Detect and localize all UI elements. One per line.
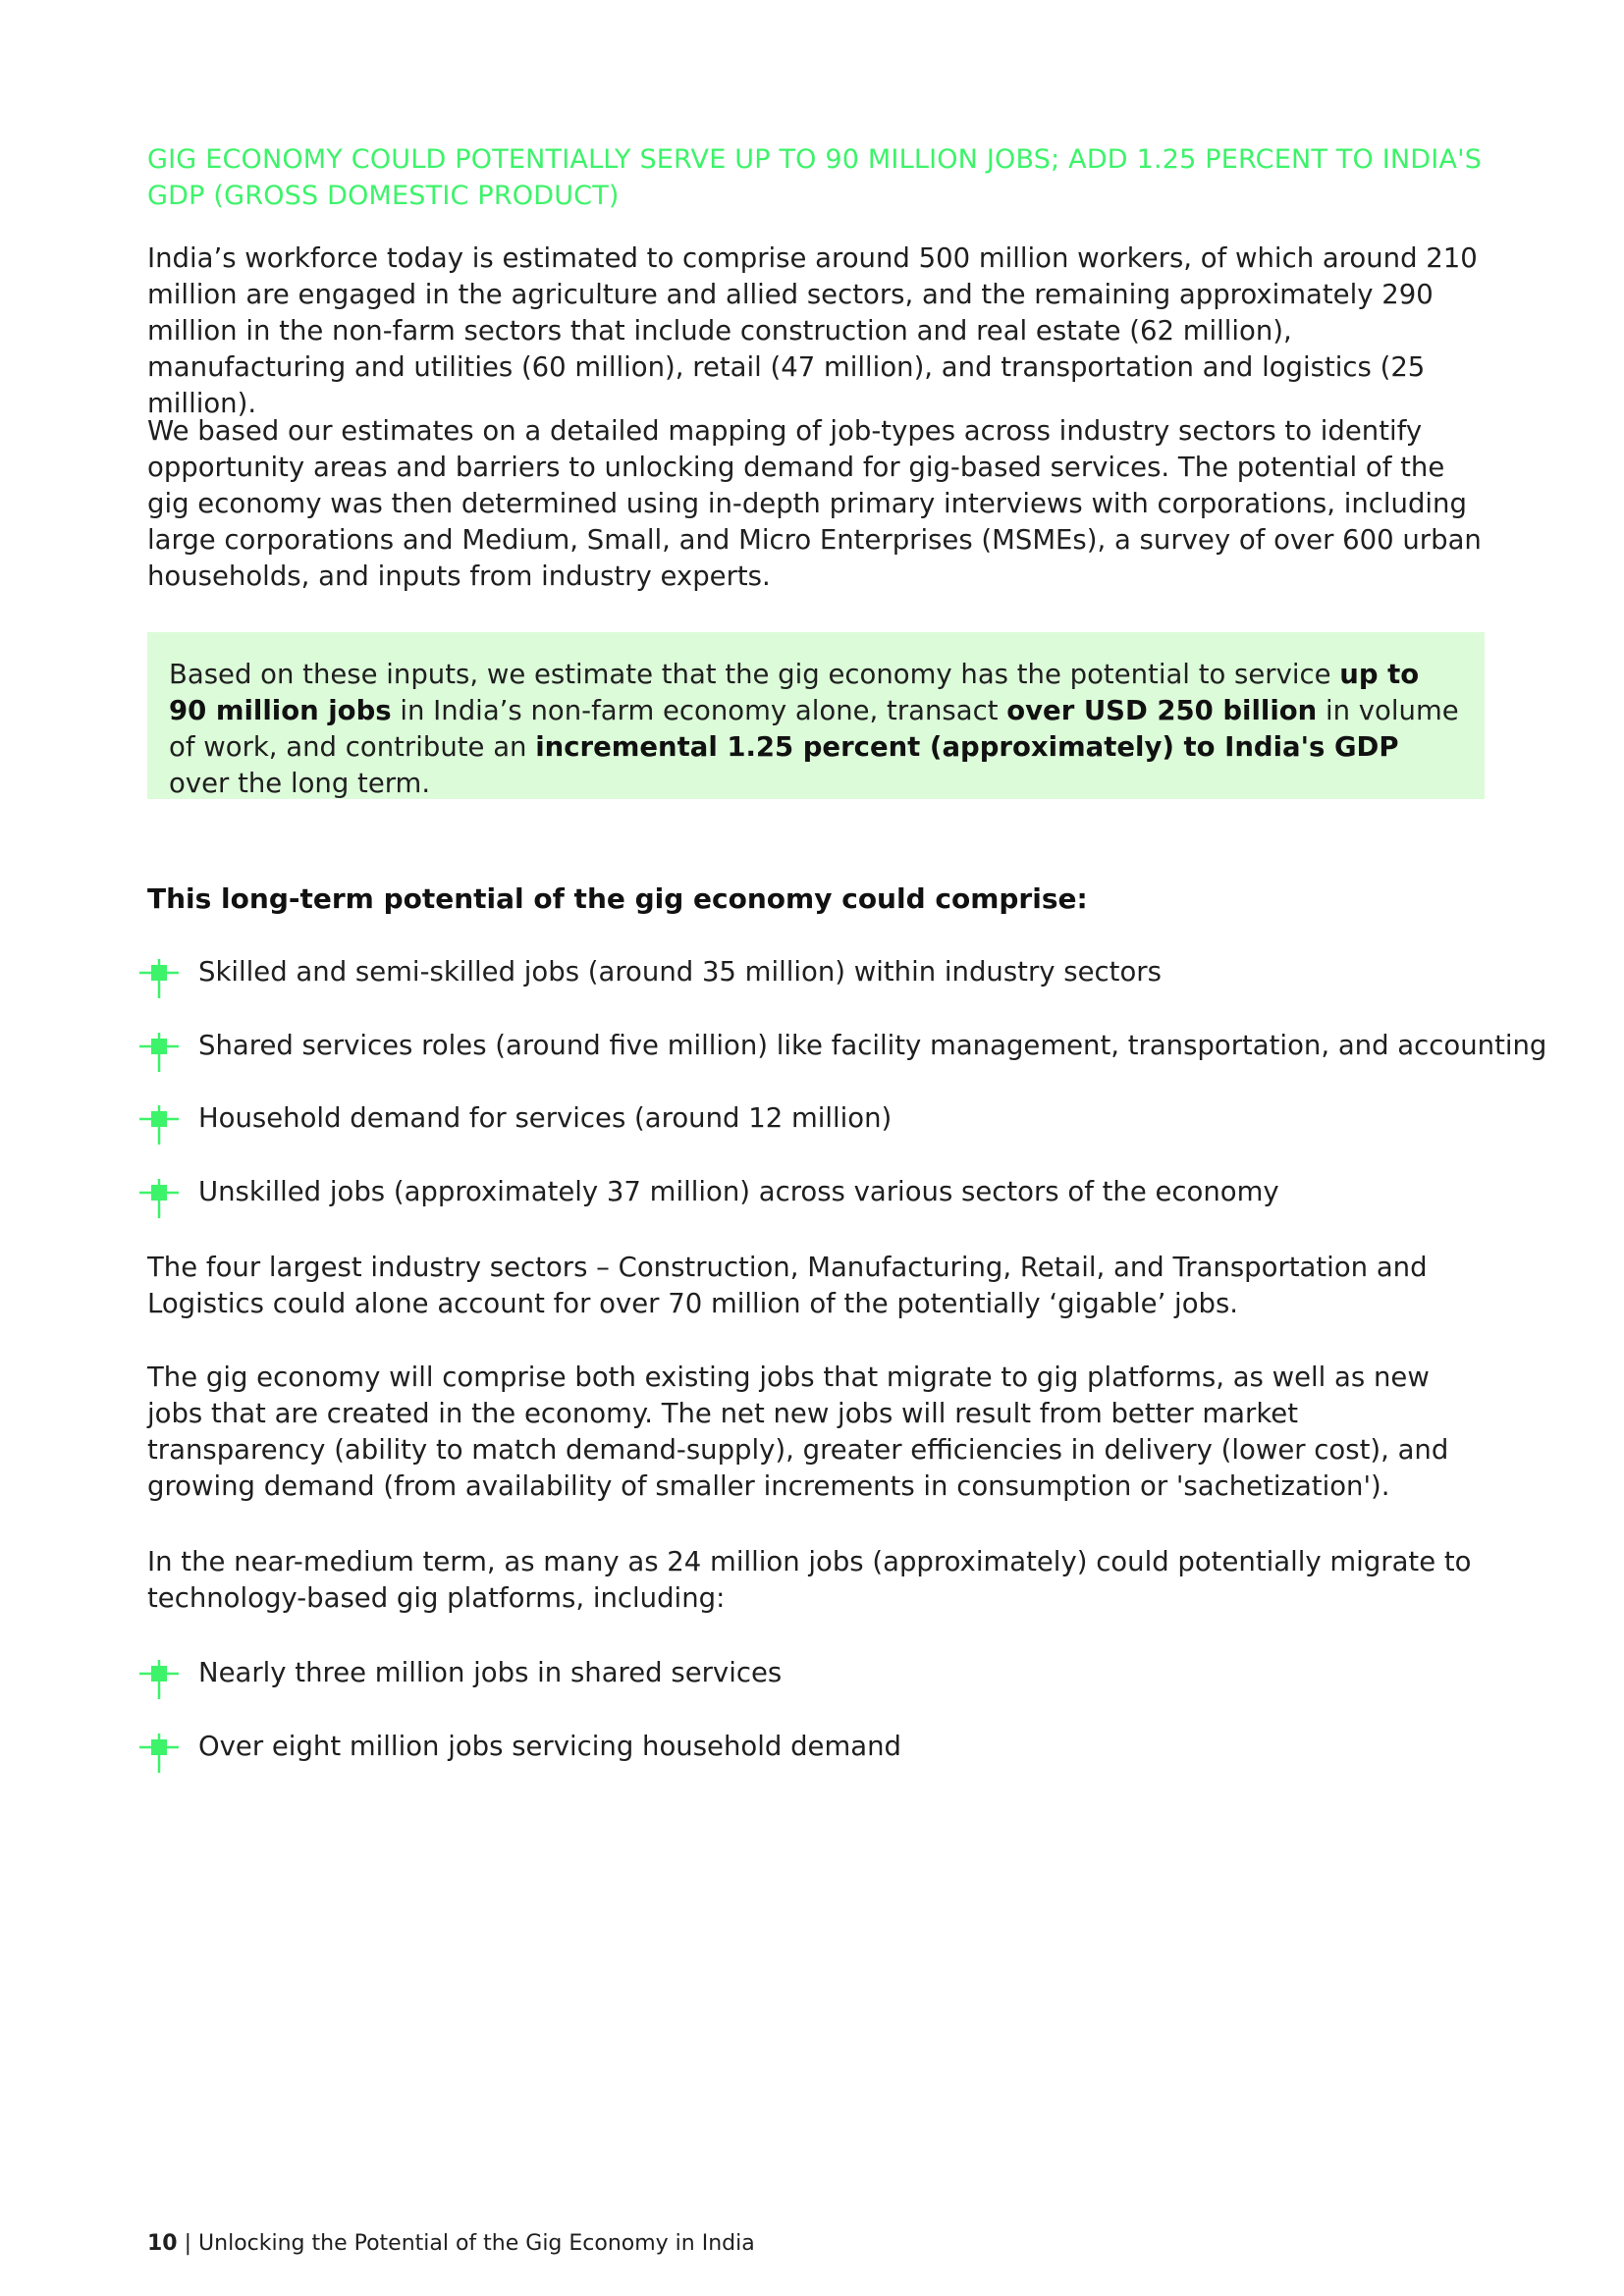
near-term-list: [137, 1655, 1512, 1801]
list-item: [137, 1174, 1512, 1248]
highlight-text-part: over the long term.: [169, 768, 431, 799]
list-item: [137, 1028, 1547, 1101]
section-heading: GIG ECONOMY COULD POTENTIALLY SERVE UP TO 90 MILLION JOBS; ADD 1.25 PERCENT TO INDIA'S GDP (GROSS DOMESTIC PRODUCT): [147, 144, 1483, 211]
green-plus-bullet-icon: [137, 1103, 181, 1147]
paragraph-near-term: In the near-medium term, as many as 24 million jobs (approximately) could potentially migrate to technology-based gig platforms, including:: [147, 1546, 1472, 1614]
list-item: [137, 1655, 1512, 1729]
list-item-text: Over eight million jobs servicing household demand: [198, 1730, 901, 1762]
list-item-text: Nearly three million jobs in shared services: [198, 1657, 783, 1688]
list-item-text: Skilled and semi-skilled jobs (around 35 million) within industry sectors: [198, 956, 1162, 988]
paragraph-workforce: India’s workforce today is estimated to comprise around 500 million workers, of which around 210 million are engaged in the agriculture and allied sectors, and the remaining approximately 290 million in the non-farm sectors that include construction and real estate (62 million), manufacturing and utilities (60 million), retail (47 million), and transportation and logistics (25 million).: [147, 242, 1478, 419]
green-plus-bullet-icon: [137, 1177, 181, 1220]
paragraph-largest-sectors: The four largest industry sectors – Construction, Manufacturing, Retail, and Transportation and Logistics could alone account for over 70 million of the potentially ‘gigable’ jobs.: [147, 1252, 1428, 1319]
footer-title: Unlocking the Potential of the Gig Economy in India: [198, 2231, 755, 2256]
page-number: 10: [147, 2231, 178, 2256]
highlight-bold-gdp: incremental 1.25 percent (approximately) to India's GDP: [535, 731, 1399, 763]
green-plus-bullet-icon: [137, 1031, 181, 1074]
list-item-text: Household demand for services (around 12 million): [198, 1102, 893, 1134]
green-plus-bullet-icon: [137, 1658, 181, 1701]
highlight-text-part: in India’s non-farm economy alone, transact: [391, 695, 1007, 726]
list-item: [137, 1729, 1512, 1802]
green-plus-bullet-icon: [137, 1732, 181, 1775]
list-item: [137, 1100, 1512, 1174]
green-plus-bullet-icon: [137, 957, 181, 1000]
highlight-bold-jobs: up to 90 million jobs: [169, 659, 1420, 726]
highlight-text-part: in volume of work, and contribute an: [169, 695, 1459, 763]
highlight-box: [147, 632, 1485, 799]
highlight-text: [169, 657, 1465, 802]
page-footer: [147, 2229, 755, 2259]
list-item-text: Unskilled jobs (approximately 37 million) across various sectors of the economy: [198, 1175, 1279, 1207]
highlight-text-part: Based on these inputs, we estimate that the gig economy has the potential to service: [169, 659, 1340, 690]
list-item: [137, 954, 1512, 1028]
potential-list: [137, 954, 1547, 1247]
list-subheading: This long-term potential of the gig economy could comprise:: [147, 882, 1088, 915]
list-item-text: Shared services roles (around five million) like facility management, transportation, and accounting: [198, 1029, 1547, 1061]
highlight-bold-volume: over USD 250 billion: [1006, 695, 1318, 726]
footer-separator: |: [177, 2231, 199, 2256]
paragraph-existing-new-jobs: The gig economy will comprise both existing jobs that migrate to gig platforms, as well as new jobs that are created in the economy. The net new jobs will result from better market transparency (ability to match demand-supply), greater efficiencies in delivery (lower cost), and growing demand (from availability of smaller increments in consumption or 'sachetization').: [147, 1362, 1449, 1502]
paragraph-methodology: We based our estimates on a detailed mapping of job-types across industry sectors to identify opportunity areas and barriers to unlocking demand for gig-based services. The potential of the gig economy was then determined using in-depth primary interviews with corporations, including large corporations and Medium, Small, and Micro Enterprises (MSMEs), a survey of over 600 urban households, and inputs from industry experts.: [147, 415, 1482, 592]
